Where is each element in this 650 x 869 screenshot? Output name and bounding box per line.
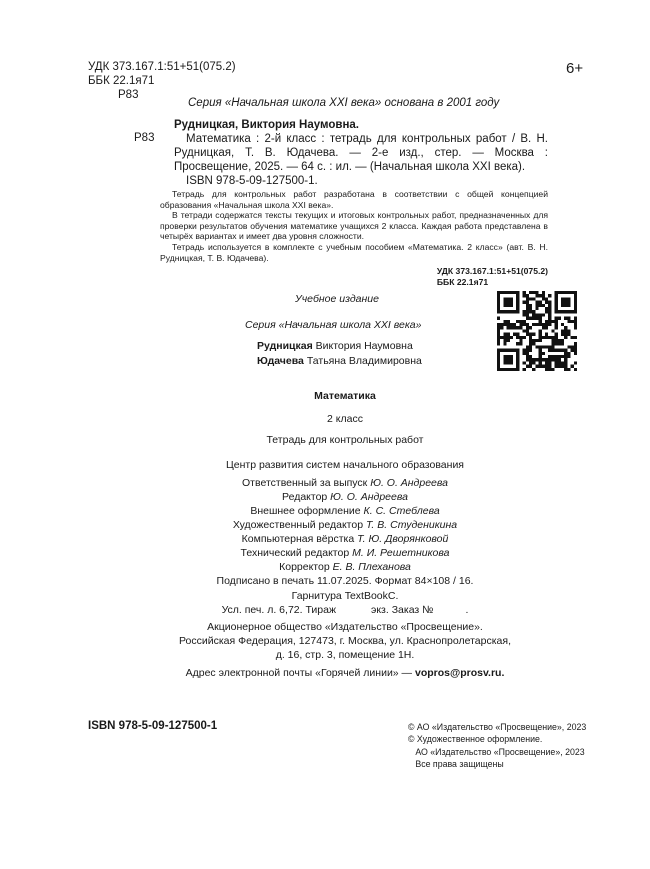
qr-module — [555, 320, 558, 323]
qr-module — [548, 313, 551, 316]
qr-module — [561, 355, 564, 358]
qr-module — [497, 323, 500, 326]
qr-module — [507, 339, 510, 342]
qr-module — [526, 304, 529, 307]
annotation-paragraph: Тетрадь используется в комплекте с учебным пособием «Математика. 2 класс» (авт. В. Н. Рудницкая, Т. В. Юдачева). — [160, 241, 548, 263]
qr-module — [539, 304, 542, 307]
qr-module — [529, 317, 532, 320]
qr-module — [535, 358, 538, 361]
qr-module — [503, 342, 506, 345]
qr-module — [526, 294, 529, 297]
edition-type: Учебное издание — [295, 293, 379, 305]
qr-module — [523, 301, 526, 304]
qr-module — [532, 313, 535, 316]
qr-module — [542, 313, 545, 316]
qr-module — [542, 323, 545, 326]
qr-module — [564, 368, 567, 371]
qr-module — [561, 323, 564, 326]
qr-module — [555, 336, 558, 339]
qr-module — [555, 333, 558, 336]
qr-module — [503, 320, 506, 323]
qr-module — [503, 323, 506, 326]
qr-module — [551, 320, 554, 323]
qr-module — [551, 368, 554, 371]
qr-module — [532, 317, 535, 320]
annotation-paragraph: Тетрадь для контрольных работ разработана в соответствии с общей концепцией образования «Начальная школа XXI века». — [160, 189, 548, 210]
qr-module — [548, 336, 551, 339]
qr-module — [564, 326, 567, 329]
qr-module — [503, 336, 506, 339]
qr-module — [548, 301, 551, 304]
qr-module — [523, 368, 526, 371]
qr-finder — [561, 297, 571, 307]
credit-line: Редактор Ю. О. Андреева — [282, 491, 408, 503]
udk-code: УДК 373.167.1:51+51(075.2) — [88, 61, 236, 73]
qr-module — [539, 361, 542, 364]
qr-module — [561, 333, 564, 336]
qr-module — [516, 320, 519, 323]
qr-module — [523, 352, 526, 355]
qr-module — [523, 320, 526, 323]
qr-module — [532, 310, 535, 313]
qr-module — [526, 323, 529, 326]
qr-module — [529, 345, 532, 348]
qr-module — [551, 345, 554, 348]
qr-module — [539, 323, 542, 326]
qr-module — [523, 294, 526, 297]
qr-module — [574, 320, 577, 323]
qr-module — [529, 297, 532, 300]
education-center: Центр развития систем начального образования — [225, 459, 464, 471]
qr-module — [539, 317, 542, 320]
qr-module — [542, 365, 545, 368]
qr-module — [513, 323, 516, 326]
qr-module — [507, 323, 510, 326]
qr-module — [532, 342, 535, 345]
qr-module — [529, 339, 532, 342]
qr-module — [545, 320, 548, 323]
qr-module — [551, 329, 554, 332]
qr-module — [558, 349, 561, 352]
qr-module — [551, 355, 554, 358]
qr-module — [539, 345, 542, 348]
qr-module — [542, 304, 545, 307]
qr-module — [574, 361, 577, 364]
qr-module — [526, 333, 529, 336]
credit-line: Художественный редактор Т. В. Студеникина — [232, 519, 458, 531]
qr-module — [571, 345, 574, 348]
qr-module — [529, 355, 532, 358]
qr-module — [561, 342, 564, 345]
grade: 2 класс — [327, 413, 363, 425]
qr-module — [523, 361, 526, 364]
qr-module — [567, 345, 570, 348]
bbk-code: ББК 22.1я71 — [88, 75, 155, 87]
qr-module — [539, 294, 542, 297]
catalog-codes — [174, 266, 548, 288]
qr-module — [539, 358, 542, 361]
qr-module — [555, 317, 558, 320]
qr-module — [567, 317, 570, 320]
qr-module — [555, 339, 558, 342]
qr-module — [545, 358, 548, 361]
qr-module — [500, 336, 503, 339]
qr-module — [542, 336, 545, 339]
qr-module — [507, 333, 510, 336]
qr-module — [510, 323, 513, 326]
qr-module — [519, 326, 522, 329]
qr-module — [539, 365, 542, 368]
qr-module — [539, 313, 542, 316]
qr-module — [526, 326, 529, 329]
qr-module — [558, 361, 561, 364]
qr-module — [532, 333, 535, 336]
annotation-paragraph: В тетради содержатся тексты текущих и итоговых контрольных работ, предназначенных для проверки результатов обучения математике учащихся 2 класса. Каждая работа представлена в четырёх вариантах и имеет два уровня сложности. — [160, 210, 548, 242]
qr-module — [551, 336, 554, 339]
catalog-bbk: ББК 22.1я71 — [436, 277, 489, 288]
qr-module — [532, 368, 535, 371]
qr-module — [516, 342, 519, 345]
qr-module — [523, 349, 526, 352]
book-title: Математика — [314, 390, 376, 402]
qr-module — [519, 336, 522, 339]
qr-module — [548, 361, 551, 364]
qr-module — [551, 358, 554, 361]
qr-module — [574, 368, 577, 371]
qr-module — [497, 326, 500, 329]
qr-module — [558, 365, 561, 368]
qr-module — [535, 323, 538, 326]
qr-finder — [503, 355, 513, 365]
credit-line: Технический редактор М. И. Решетникова — [240, 547, 450, 559]
qr-module — [542, 345, 545, 348]
qr-module — [545, 368, 548, 371]
qr-module — [500, 323, 503, 326]
qr-module — [526, 355, 529, 358]
qr-module — [551, 342, 554, 345]
qr-module — [529, 342, 532, 345]
qr-module — [526, 307, 529, 310]
qr-module — [548, 317, 551, 320]
qr-module — [567, 329, 570, 332]
qr-module — [555, 358, 558, 361]
qr-module — [526, 358, 529, 361]
qr-module — [526, 345, 529, 348]
qr-module — [535, 307, 538, 310]
qr-module — [539, 336, 542, 339]
qr-module — [535, 339, 538, 342]
qr-module — [497, 339, 500, 342]
print-info: Подписано в печать 11.07.2025. Формат 84×108 / 16. Гарнитура TextBookC. Усл. печ. л. 6,72. Тираж экз. Заказ № . — [216, 575, 474, 616]
qr-module — [535, 317, 538, 320]
qr-module — [539, 355, 542, 358]
qr-module — [545, 310, 548, 313]
qr-module — [567, 320, 570, 323]
qr-module — [516, 336, 519, 339]
qr-module — [574, 352, 577, 355]
qr-module — [548, 307, 551, 310]
qr-module — [574, 349, 577, 352]
qr-module — [545, 307, 548, 310]
qr-module — [564, 365, 567, 368]
qr-module — [529, 310, 532, 313]
qr-module — [526, 329, 529, 332]
qr-module — [564, 336, 567, 339]
qr-module — [526, 317, 529, 320]
qr-module — [523, 323, 526, 326]
qr-module — [535, 304, 538, 307]
qr-module — [526, 352, 529, 355]
qr-module — [503, 339, 506, 342]
qr-module — [529, 349, 532, 352]
qr-module — [526, 313, 529, 316]
qr-module — [571, 349, 574, 352]
qr-module — [500, 326, 503, 329]
qr-module — [548, 358, 551, 361]
qr-module — [535, 301, 538, 304]
qr-module — [542, 326, 545, 329]
qr-module — [564, 329, 567, 332]
qr-module — [567, 352, 570, 355]
qr-module — [564, 355, 567, 358]
qr-module — [523, 329, 526, 332]
qr-module — [567, 333, 570, 336]
qr-module — [548, 355, 551, 358]
qr-module — [532, 358, 535, 361]
qr-module — [510, 336, 513, 339]
hotline: Адрес электронной почты «Горячей линии» — vopros@prosv.ru. — [185, 667, 505, 679]
qr-code — [497, 291, 577, 371]
qr-module — [561, 339, 564, 342]
qr-module — [548, 323, 551, 326]
qr-module — [529, 333, 532, 336]
qr-module — [545, 323, 548, 326]
qr-module — [555, 342, 558, 345]
qr-module — [539, 329, 542, 332]
qr-module — [555, 326, 558, 329]
qr-module — [548, 365, 551, 368]
qr-module — [574, 336, 577, 339]
qr-module — [548, 349, 551, 352]
qr-module — [535, 291, 538, 294]
qr-module — [532, 291, 535, 294]
qr-module — [523, 291, 526, 294]
qr-module — [513, 326, 516, 329]
qr-module — [532, 323, 535, 326]
qr-module — [539, 301, 542, 304]
qr-module — [558, 339, 561, 342]
qr-module — [542, 352, 545, 355]
qr-module — [542, 358, 545, 361]
qr-module — [542, 291, 545, 294]
qr-module — [529, 304, 532, 307]
qr-module — [555, 365, 558, 368]
qr-module — [561, 349, 564, 352]
qr-module — [532, 297, 535, 300]
author-2: Юдачева Татьяна Владимировна — [257, 355, 422, 367]
qr-module — [545, 297, 548, 300]
qr-module — [519, 320, 522, 323]
qr-module — [529, 326, 532, 329]
qr-module — [564, 352, 567, 355]
qr-module — [523, 336, 526, 339]
qr-module — [526, 349, 529, 352]
author-mark: Р83 — [118, 89, 139, 101]
qr-module — [542, 297, 545, 300]
qr-module — [564, 358, 567, 361]
qr-module — [507, 320, 510, 323]
qr-module — [555, 361, 558, 364]
qr-module — [529, 336, 532, 339]
qr-module — [513, 333, 516, 336]
qr-module — [555, 355, 558, 358]
qr-module — [564, 361, 567, 364]
qr-module — [516, 333, 519, 336]
hotline-email: vopros@prosv.ru — [414, 667, 502, 679]
qr-module — [561, 361, 564, 364]
qr-module — [551, 349, 554, 352]
qr-module — [529, 291, 532, 294]
qr-module — [523, 310, 526, 313]
qr-module — [539, 352, 542, 355]
qr-module — [548, 345, 551, 348]
qr-module — [548, 294, 551, 297]
qr-module — [529, 358, 532, 361]
catalog-entry — [160, 118, 548, 288]
catalog-isbn: ISBN 978-5-09-127500-1. — [186, 175, 318, 187]
qr-module — [507, 326, 510, 329]
qr-module — [497, 333, 500, 336]
qr-module — [571, 320, 574, 323]
qr-module — [535, 365, 538, 368]
qr-module — [535, 313, 538, 316]
qr-module — [574, 326, 577, 329]
qr-module — [545, 333, 548, 336]
qr-module — [542, 294, 545, 297]
qr-module — [574, 323, 577, 326]
qr-module — [507, 336, 510, 339]
qr-module — [497, 317, 500, 320]
qr-module — [516, 326, 519, 329]
qr-module — [551, 339, 554, 342]
footer-isbn: ISBN 978-5-09-127500-1 — [88, 720, 218, 732]
qr-module — [574, 345, 577, 348]
catalog-author-mark: Р83 — [134, 132, 155, 144]
qr-module — [555, 323, 558, 326]
qr-module — [558, 342, 561, 345]
qr-module — [548, 304, 551, 307]
qr-module — [571, 336, 574, 339]
qr-module — [526, 365, 529, 368]
qr-module — [545, 326, 548, 329]
qr-module — [497, 336, 500, 339]
qr-module — [532, 339, 535, 342]
series-founded: Серия «Начальная школа XXI века» основана в 2001 году — [188, 97, 500, 109]
qr-module — [564, 349, 567, 352]
qr-module — [519, 339, 522, 342]
qr-module — [523, 313, 526, 316]
age-rating: 6+ — [566, 60, 584, 77]
annotation — [160, 189, 548, 263]
qr-module — [519, 323, 522, 326]
qr-module — [497, 329, 500, 332]
qr-module — [539, 333, 542, 336]
subtitle: Тетрадь для контрольных работ — [266, 434, 424, 446]
credit-line: Ответственный за выпуск Ю. О. Андреева — [242, 477, 448, 489]
qr-module — [545, 361, 548, 364]
qr-module — [561, 329, 564, 332]
qr-module — [545, 336, 548, 339]
qr-module — [574, 342, 577, 345]
author-1: Рудницкая Виктория Наумовна — [257, 340, 413, 352]
credit-line: Корректор Е. В. Плеханова — [279, 561, 411, 573]
qr-module — [539, 320, 542, 323]
qr-module — [526, 297, 529, 300]
qr-module — [529, 365, 532, 368]
qr-finder — [503, 297, 513, 307]
qr-module — [539, 349, 542, 352]
qr-module — [567, 368, 570, 371]
qr-module — [555, 349, 558, 352]
qr-module — [564, 333, 567, 336]
qr-module — [558, 317, 561, 320]
copyright: © АО «Издательство «Просвещение», 2023 © Художественное оформление. АО «Издательство «Просвещение», 2023 Все права защищены — [408, 722, 587, 769]
catalog-udk: УДК 373.167.1:51+51(075.2) — [436, 266, 548, 277]
qr-module — [567, 355, 570, 358]
qr-module — [548, 368, 551, 371]
credit-line: Компьютерная вёрстка Т. Ю. Дворянковой — [241, 533, 449, 545]
qr-module — [526, 301, 529, 304]
qr-module — [532, 361, 535, 364]
qr-module — [574, 317, 577, 320]
qr-module — [529, 361, 532, 364]
qr-module — [503, 333, 506, 336]
qr-module — [526, 310, 529, 313]
qr-module — [558, 358, 561, 361]
qr-module — [561, 365, 564, 368]
qr-module — [539, 339, 542, 342]
qr-module — [510, 326, 513, 329]
qr-module — [535, 294, 538, 297]
qr-module — [519, 342, 522, 345]
author-heading: Рудницкая, Виктория Наумовна. — [174, 119, 359, 131]
qr-module — [545, 301, 548, 304]
publisher: Акционерное общество «Издательство «Просвещение». Российская Федерация, 127473, г. Москва, ул. Краснопролетарская, д. 16, стр. 3, помещение 1Н. — [178, 621, 511, 661]
qr-module — [548, 320, 551, 323]
qr-module — [529, 307, 532, 310]
qr-module — [545, 345, 548, 348]
qr-module — [497, 342, 500, 345]
qr-module — [558, 355, 561, 358]
qr-module — [564, 317, 567, 320]
qr-module — [545, 365, 548, 368]
credits — [160, 476, 530, 574]
qr-module — [535, 345, 538, 348]
catalog-description: Математика : 2-й класс : тетрадь для контрольных работ / В. Н. Рудницкая, Т. В. Юдачева. — 2-е изд., стер. — Москва : Просвещение, 2025. — 64 с. : ил. — (Начальная школа XXI века). — [174, 133, 548, 173]
qr-module — [548, 310, 551, 313]
qr-module — [571, 365, 574, 368]
series-name: Серия «Начальная школа XXI века» — [245, 319, 422, 331]
credit-line: Внешнее оформление К. С. Стеблева — [250, 505, 440, 517]
